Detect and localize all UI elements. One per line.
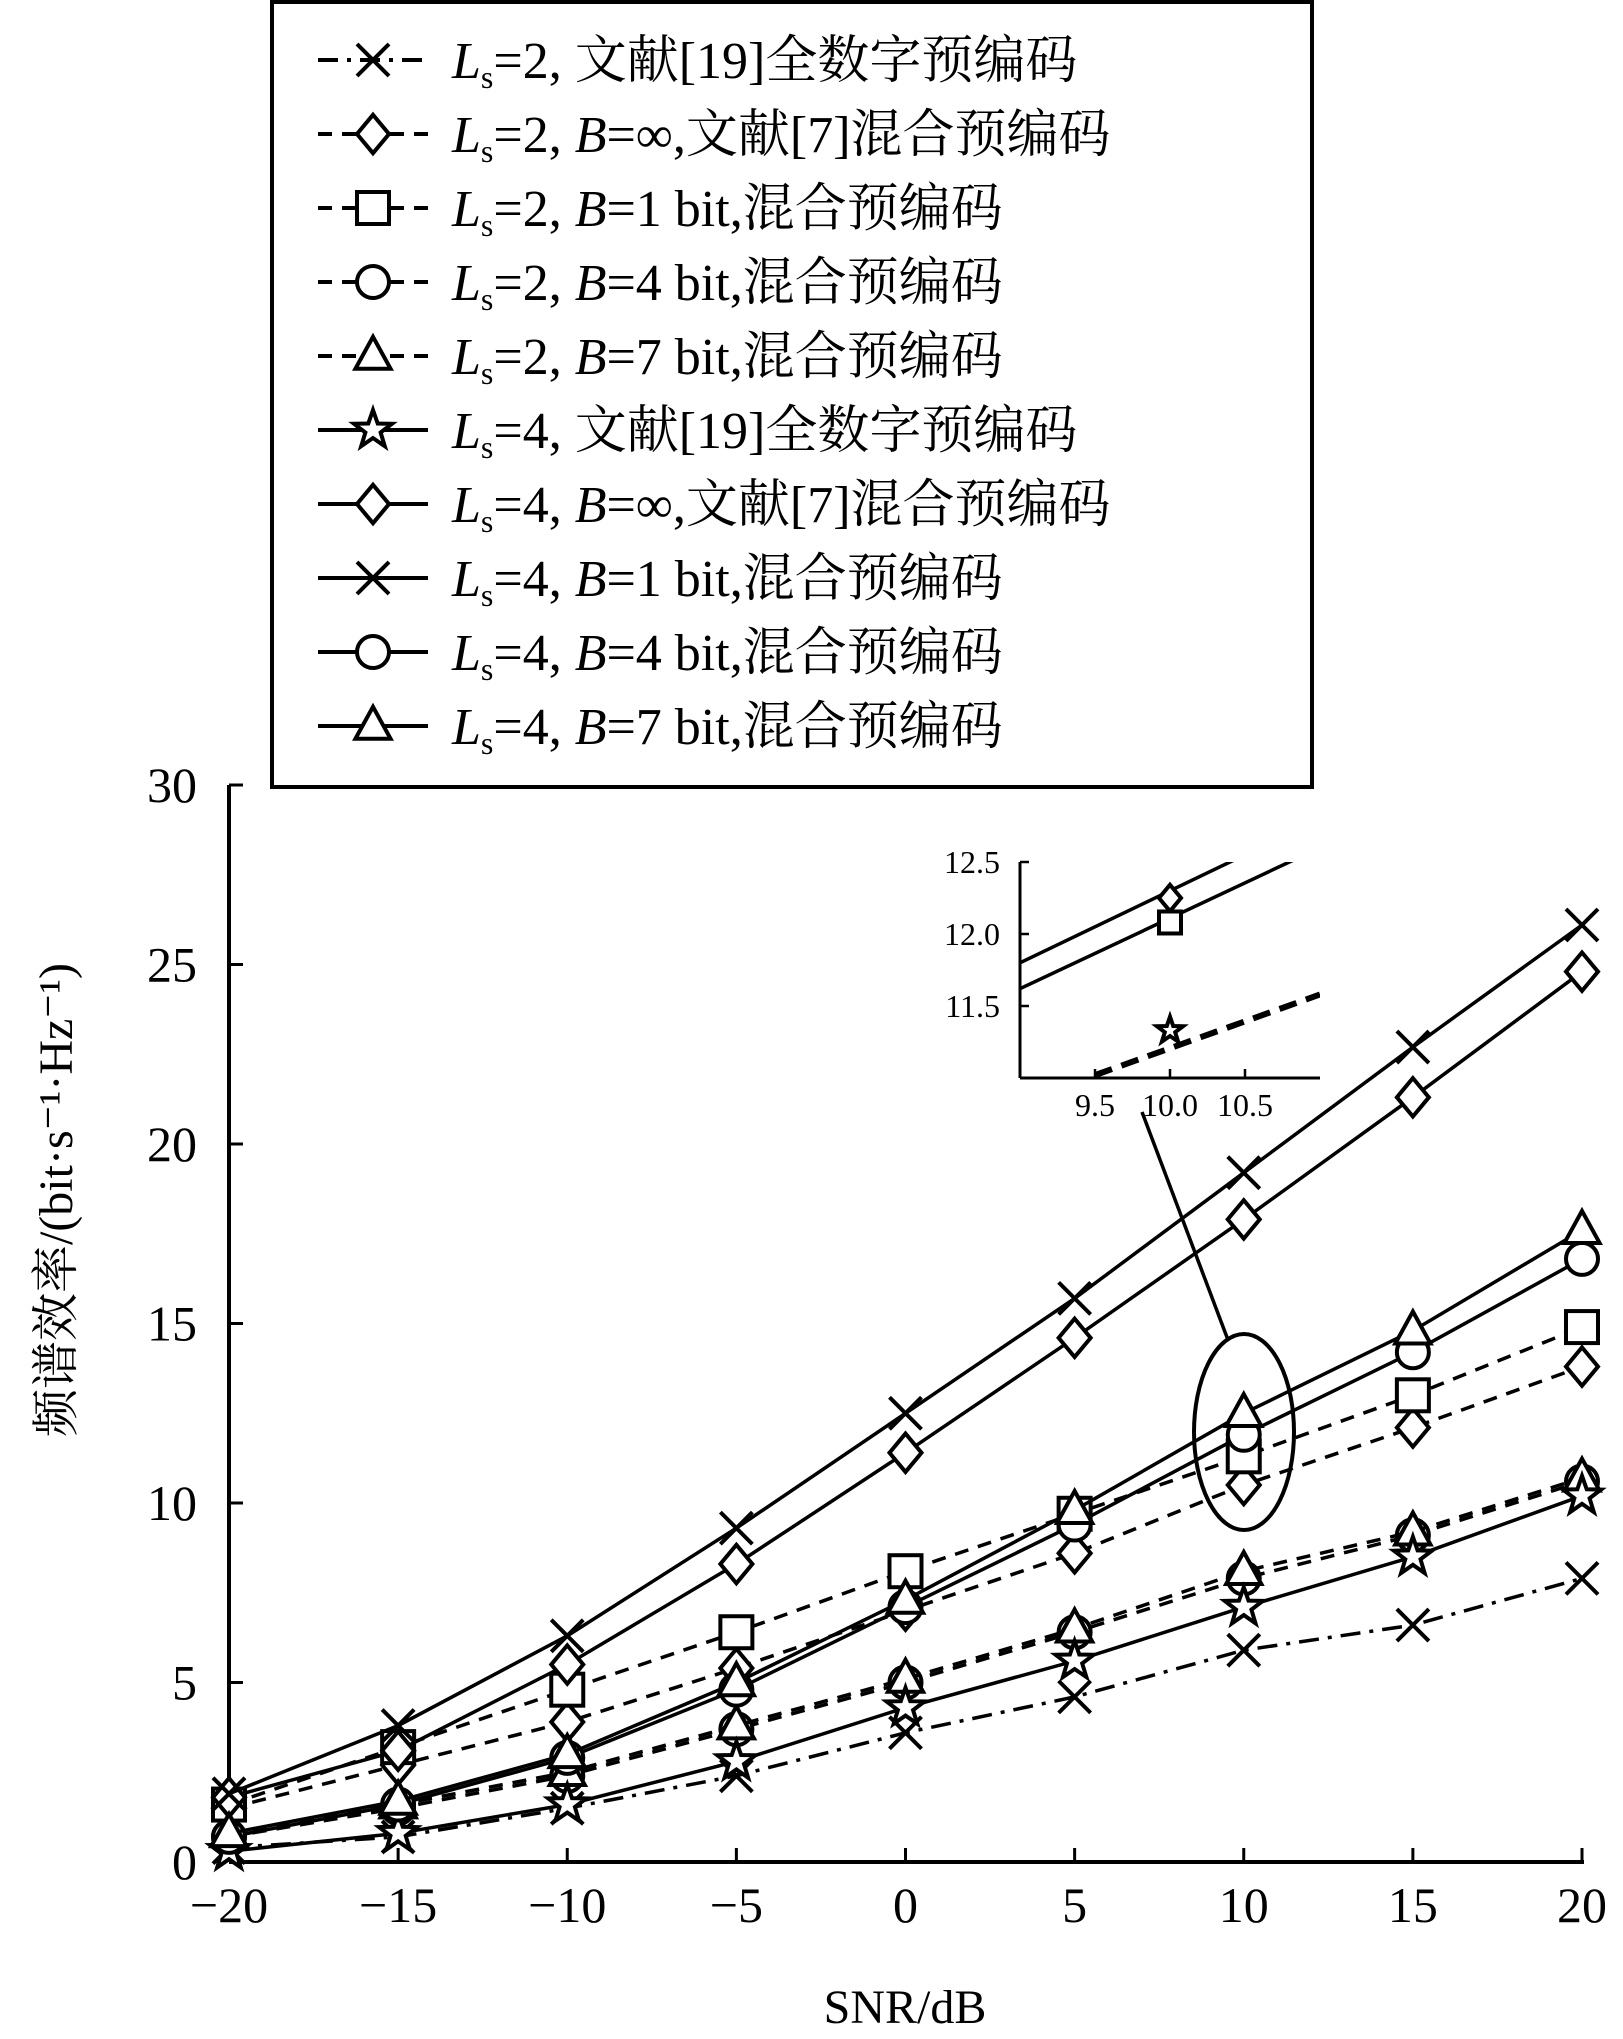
x-tick-label: 20 [1557,1877,1607,1933]
data-point [1566,1243,1598,1275]
y-tick-label: 20 [147,1116,197,1172]
legend-label: Ls=4, 文献[19]全数字预编码 [452,403,1078,465]
y-tick-label: 25 [147,936,197,993]
y-tick-label: 0 [172,1834,197,1890]
inset-y-tick-label: 12.0 [944,916,1000,952]
data-point [1566,952,1598,990]
data-point [1397,1408,1429,1446]
data-point [1226,1394,1261,1426]
inset-x-tick-label: 9.5 [1075,1087,1115,1123]
legend [272,2,1312,787]
data-point [1059,1282,1091,1314]
data-point [1566,1562,1598,1594]
legend-label: Ls=4, B=∞,文献[7]混合预编码 [452,477,1111,539]
data-point [717,1742,755,1778]
data-point [548,1785,586,1821]
legend-marker [357,636,389,668]
x-tick-label: 10 [1218,1877,1269,1933]
data-point [1228,1634,1260,1666]
data-point [1395,1311,1430,1343]
data-point [720,1616,752,1648]
series [211,1459,1599,1846]
zoom-pointer-line [1142,1112,1228,1340]
data-point [890,1434,922,1472]
legend-label: Ls=4, B=4 bit,混合预编码 [452,625,1003,687]
data-point [1397,1379,1429,1411]
legend-label: Ls=2, B=∞,文献[7]混合预编码 [452,107,1111,169]
legend-label: Ls=4, B=1 bit,混合预编码 [452,551,1003,613]
inset-y-tick-label: 12.5 [944,844,1000,880]
data-point [1566,1311,1598,1343]
data-point [1228,1157,1260,1189]
y-tick-label: 5 [172,1654,197,1711]
x-axis-title: SNR/dB [823,1981,987,2034]
data-point [1059,1681,1091,1713]
data-point [1566,909,1598,941]
series [213,1243,1598,1853]
legend-marker [357,192,389,224]
legend-label: Ls=2, B=7 bit,混合预编码 [452,329,1003,391]
x-tick-label: −20 [189,1877,269,1933]
y-tick-label: 30 [147,757,197,813]
series [211,1211,1599,1846]
data-point [1056,1641,1094,1677]
series [213,1311,1598,1820]
data-point [1225,1587,1263,1623]
inset-data-point [1159,911,1181,933]
data-point [1564,1211,1599,1243]
inset-y-tick-label: 11.5 [945,988,1000,1024]
y-tick-label: 10 [147,1475,197,1531]
data-point [1059,1319,1091,1357]
x-tick-label: −15 [359,1877,438,1933]
data-point [1397,1031,1429,1063]
data-point [1566,1347,1598,1385]
inset-x-tick-label: 10.0 [1142,1087,1198,1123]
data-point [1228,1200,1260,1238]
legend-label: Ls=4, B=7 bit,混合预编码 [452,699,1003,761]
data-point [1397,1078,1429,1116]
data-point [890,1397,922,1429]
inset-x-tick-label: 10.5 [1217,1087,1273,1123]
x-tick-label: 0 [893,1877,918,1933]
y-tick-label: 15 [147,1295,197,1352]
legend-marker [357,266,389,298]
plot-series [210,909,1601,1867]
series-line [229,1230,1582,1833]
y-axis-title: 频谱效率/(bit·s⁻¹·Hz⁻¹) [30,962,83,1438]
data-point [720,1545,752,1583]
x-tick-label: 5 [1062,1877,1088,1933]
legend-label: Ls=2, B=4 bit,混合预编码 [452,255,1003,317]
x-tick-label: 15 [1387,1877,1438,1933]
legend-label: Ls=2, B=1 bit,混合预编码 [452,181,1003,243]
x-tick-label: −5 [709,1877,763,1933]
legend-label: Ls=2, 文献[19]全数字预编码 [452,33,1078,95]
x-tick-label: −10 [528,1877,607,1933]
data-point [720,1512,752,1544]
